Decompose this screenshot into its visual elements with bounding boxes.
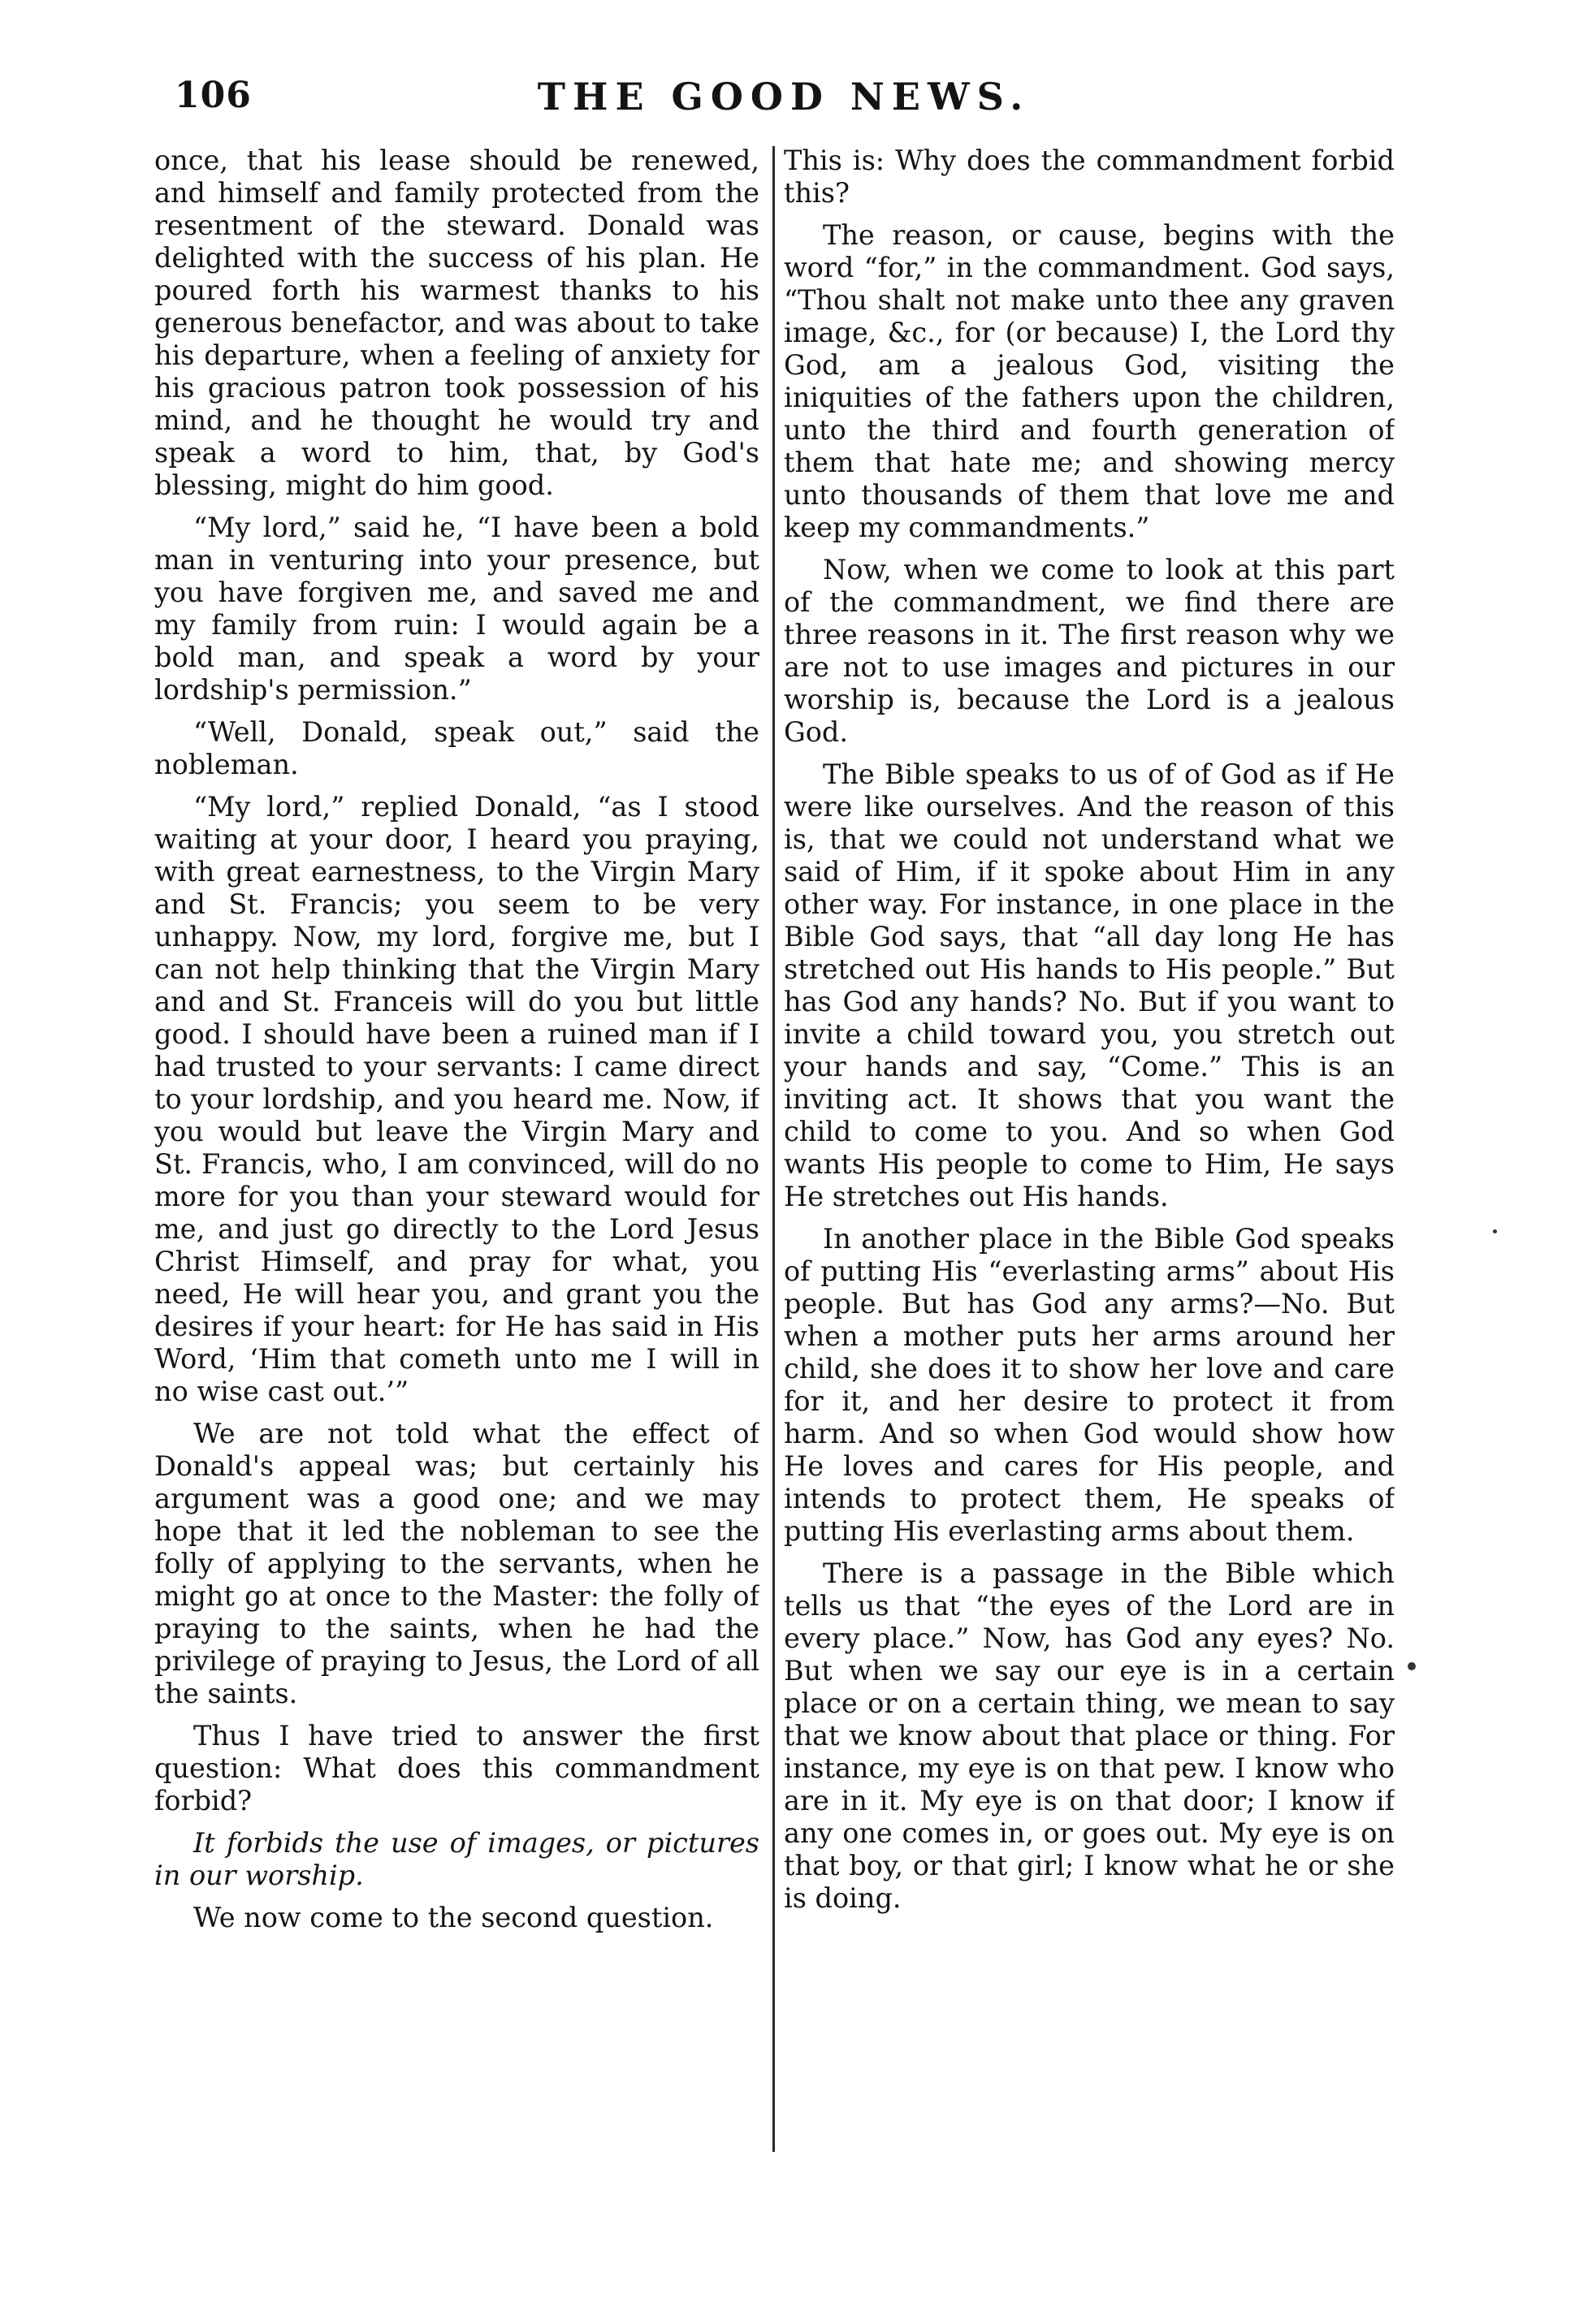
paragraph: The Bible speaks to us of of God as if He were like ourselves. And the reason of this is, that we could not understand what we said of Him, if it spoke about Him in any other way. For instance, in one place in the Bible God says, that “all day long He has stretched out His hands to His people.” But has God any hands? No. But if you want to invite a child toward you, you stretch out your hands and say, “Come.” This is an inviting act. It shows that you want the child to come to you. And so when God wants His people to come to Him, He says He stretches out His hands. (784, 758, 1395, 1212)
paragraph: We are not told what the effect of Donald's appeal was; but certainly his argument was a good one; and we may hope that it led the nobleman to see the folly of applying to the servants, when he might go at once to the Master: the folly of praying to the saints, when he had the privilege of praying to Jesus, the Lord of all the saints. (154, 1418, 759, 1709)
paragraph: Now, when we come to look at this part of the commandment, we find there are three reasons in it. The first reason why we are not to use images and pictures in our worship is, because the Lord is a jealous God. (784, 554, 1395, 748)
paragraph: This is: Why does the commandment forbid this? (784, 145, 1395, 209)
paragraph: We now come to the second question. (193, 1902, 714, 1933)
column-divider (772, 146, 775, 2152)
ink-speck-mark (1493, 1229, 1497, 1233)
paragraph: In another place in the Bible God speaks of putting His “everlasting arms” about His people. But has God any arms?—No. But when a mother puts her arms around her child, she does it to show her love and care for it, and her desire to protect it from harm. And so when God would show how He loves and cares for His people, and intends to protect them, He speaks of putting His everlasting arms about them. (784, 1223, 1395, 1547)
paragraph: “Well, Donald, speak out,” said the nobleman. (154, 716, 759, 780)
page-number: 106 (175, 75, 252, 116)
page-header (175, 75, 1393, 140)
ink-speck-mark (1408, 1662, 1416, 1670)
paragraph: The reason, or cause, begins with the word “for,” in the commandment. God says, “Thou shalt not make unto thee any graven image, &c., for (or because) I, the Lord thy God, am a jealous God, visiting the iniquities of the fathers upon the children, unto the third and fourth generation of them that hate me; and showing mercy unto thousands of them that love me and keep my commandments.” (784, 219, 1395, 543)
paragraph: Thus I have tried to answer the first question: What does this commandment forbid? (154, 1720, 759, 1816)
paragraph: “My lord,” replied Donald, “as I stood waiting at your door, I heard you praying, with great earnestness, to the Virgin Mary and St. Francis; you seem to be very unhappy. Now, my lord, forgive me, but I can not help thinking that the Virgin Mary and and St. Franceis will do you but little good. I should have been a ruined man if I had trusted to your servants: I came direct to your lordship, and you heard me. Now, if you would but leave the Virgin Mary and St. Francis, who, I am convinced, will do no more for you than your steward would for me, and just go directly to the Lord Jesus Christ Himself, and pray for what, you need, He will hear you, and grant you the desires if your heart: for He has said in His Word, ‘Him that cometh unto me I will in no wise cast out.’” (154, 791, 759, 1407)
left-column (154, 145, 759, 2158)
paragraph: It forbids the use of images, or pictures in our worship. (154, 1827, 759, 1891)
right-column (784, 145, 1395, 2158)
paragraph: There is a passage in the Bible which tells us that “the eyes of the Lord are in every place.” Now, has God any eyes? No. But when we say our eye is in a certain place or on a certain thing, we mean to say that we know about that place or thing. For instance, my eye is on that pew. I know who are in it. My eye is on that door; I know if any one comes in, or goes out. My eye is on that boy, or that girl; I know what he or she is doing. (784, 1557, 1395, 1914)
paragraph: once, that his lease should be renewed, and himself and family protected from the resentment of the steward. Donald was delighted with the success of his plan. He poured forth his warmest thanks to his generous benefactor, and was about to take his departure, when a feeling of anxiety for his gracious patron took possession of his mind, and he thought he would try and speak a word to him, that, by God's blessing, might do him good. (154, 145, 759, 501)
paragraph: “My lord,” said he, “I have been a bold man in venturing into your presence, but you have forgiven me, and saved me and my family from ruin: I would again be a bold man, and speak a word by your lordship's permission.” (154, 512, 759, 706)
running-title: THE GOOD NEWS. (537, 75, 1031, 119)
